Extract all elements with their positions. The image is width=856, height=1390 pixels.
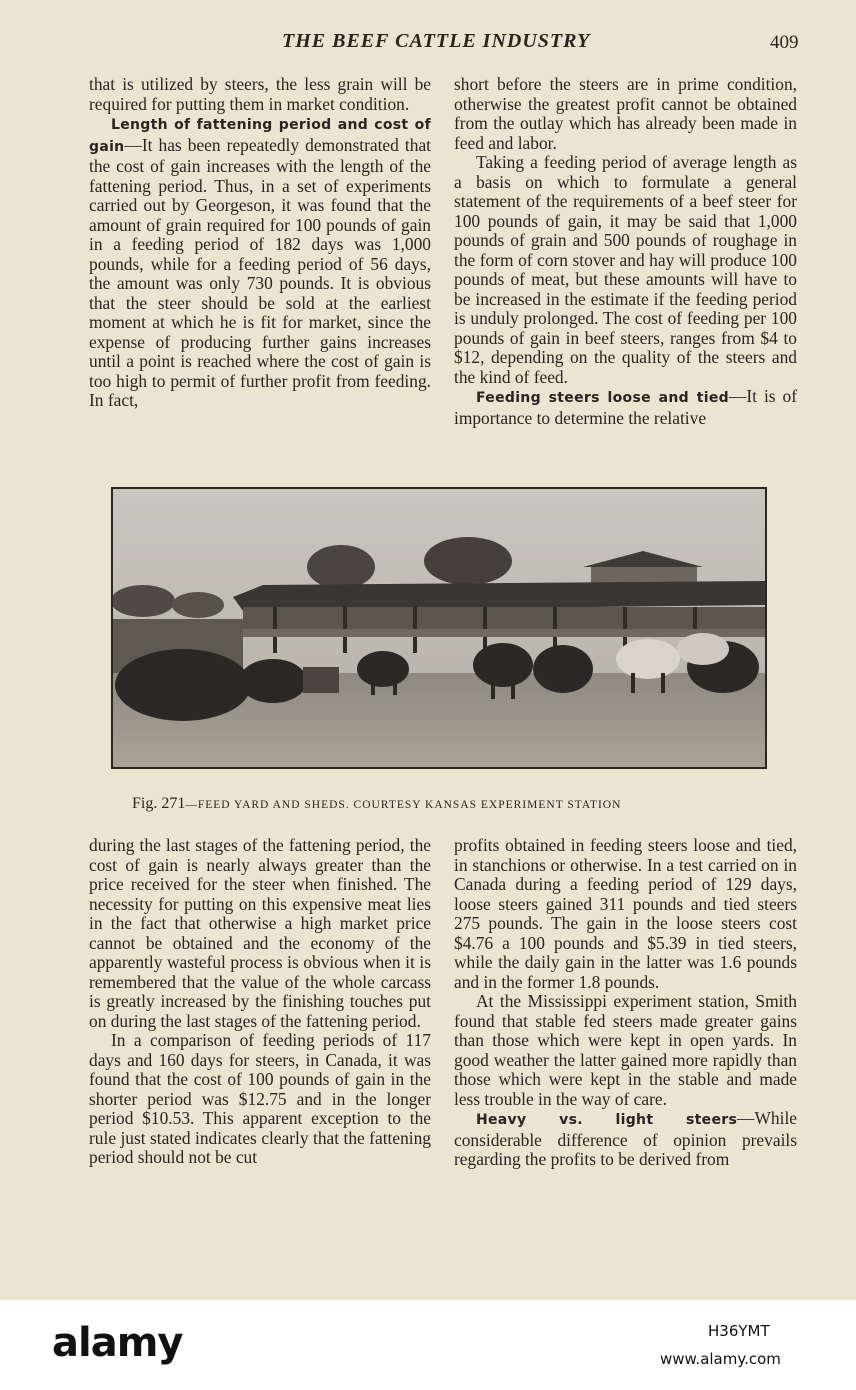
paragraph: Taking a feeding period of average length as a basis on which to formulate a general statement of the requirements of a beef steer for 100 pounds of gain, it may be said that 1,000 pounds of grain and 500 pounds of roughage in the form of corn stover and hay will produce 100 pounds of meat, but these amounts will have to be increased in the estimate if the feeding period is unduly prolonged. The cost of feeding per 100 pounds of gain in beef steers, ranges from $4 to $12, depending on the quality of the steers and the kind of feed. — [454, 152, 797, 387]
section-subheading: Length of fattening period and cost of gain — [89, 117, 431, 155]
section-subheading: Feeding steers loose and tied — [476, 390, 729, 406]
paragraph: that is utilized by steers, the less grain will be required for putting them in market condition. — [89, 74, 431, 114]
text-column-bottom-right — [454, 836, 797, 1170]
paragraph: short before the steers are in prime condition, otherwise the greatest profit cannot be obtained from the outlay which has already been made in feed and labor. — [454, 74, 797, 153]
section-subheading: Heavy vs. light steers — [476, 1112, 738, 1128]
paragraph-text: —It has been repeatedly demonstrated that the cost of gain increases with the length of the fattening period. Thus, in a set of experiments carried out by Georgeson, it was found that the amount of grain required for 100 pounds of gain in a feeding period of 182 days was 1,000 pounds, while for a feeding period of 56 days, the amount was only 730 pounds. It is obvious that the steer should be sold at the earliest moment at which he is fit for market, since the expense of producing further gains increases until a point is reached where the cost of gain is too high to permit of further profit from feeding. In fact, — [89, 134, 431, 410]
feed-yard-photo — [113, 489, 765, 767]
stock-url[interactable]: www.alamy.com — [660, 1350, 781, 1368]
paragraph: profits obtained in feeding steers loose and tied, in stanchions or otherwise. In a test carried on in Canada during a feeding period of 129 days, loose steers gained 311 pounds and tied steers 275 pounds. The gain in the loose steers cost $4.76 a 100 pounds and $5.39 in tied steers, while the daily gain in the latter was 1.6 pounds and in the former 1.8 pounds. — [454, 835, 797, 992]
paragraph: during the last stages of the fattening period, the cost of gain is nearly always greater than the price received for the steer when finished. The necessity for putting on this expensive meat lies in the fact that otherwise a high market price cannot be obtained and the economy of the apparently wasteful process is obvious when it is remembered that the value of the whole carcass is greatly increased by the finishing touches put on during the last stages of the fattening period. — [89, 835, 431, 1031]
stock-photo-footer — [0, 1300, 856, 1390]
paragraph: At the Mississippi experiment station, Smith found that stable fed steers made greater gains than those which were kept in open yards. In good weather the latter gained more rapidly than those which were kept in the stable and made less trouble in the way of care. — [454, 991, 797, 1109]
paragraph-text: —It is of importance to determine the relative — [454, 386, 797, 428]
text-column-bottom-left — [89, 836, 431, 1168]
paragraph — [454, 387, 797, 428]
paragraph — [454, 1109, 797, 1170]
paragraph — [89, 114, 431, 411]
figure-label: Fig. 271 — [132, 795, 186, 812]
page-number: 409 — [770, 32, 799, 53]
paragraph: In a comparison of feeding periods of 117 days and 160 days for steers, in Canada, it was found that the cost of 100 pounds of gain in the shorter period was $12.75 and in the longer period $10.53. This apparent exception to the rule just stated indicates clearly that the fattening period should not be cut — [89, 1030, 431, 1167]
figure-photograph — [111, 487, 767, 769]
stock-logo: alamy — [52, 1320, 183, 1366]
figure-caption-text: —FEED YARD AND SHEDS. COURTESY KANSAS EXPERIMENT STATION — [185, 799, 622, 811]
figure-caption — [132, 795, 772, 813]
text-column-top-right — [454, 75, 797, 428]
text-column-top-left — [89, 75, 431, 411]
running-title: THE BEEF CATTLE INDUSTRY — [282, 30, 591, 52]
stock-image-id: H36YMT — [708, 1322, 770, 1340]
page-header — [0, 30, 856, 58]
paragraph-text: —While considerable difference of opinion prevails regarding the profits to be derived from — [454, 1108, 797, 1169]
